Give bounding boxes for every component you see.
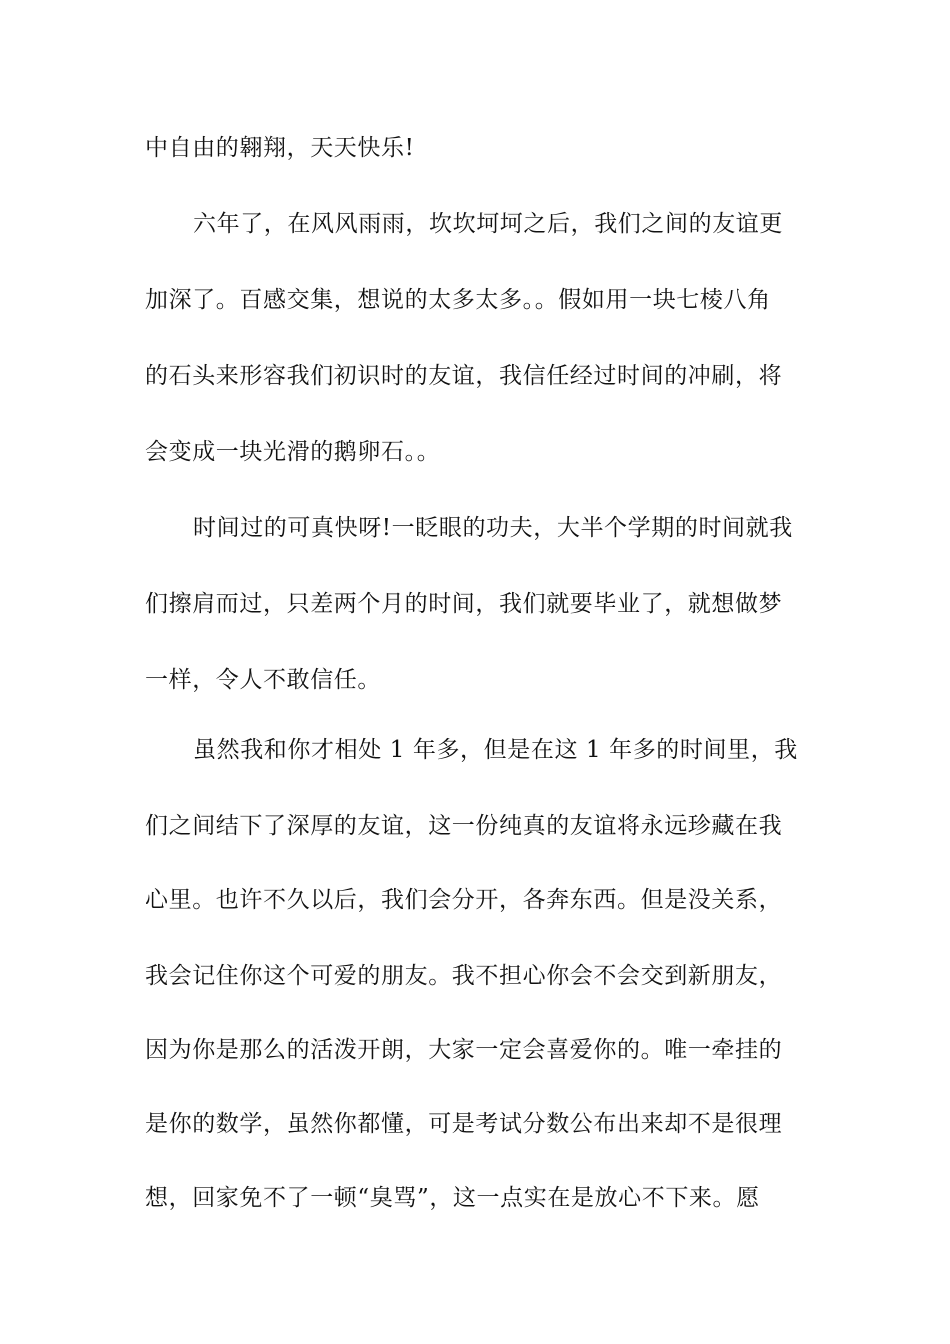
paragraph-first-line: 虽然我和你才相处 1 年多，但是在这 1 年多的时间里，我 bbox=[193, 737, 798, 763]
text-line: 们之间结下了深厚的友谊，这一份纯真的友谊将永远珍藏在我 bbox=[145, 813, 783, 839]
text-line: 是你的数学，虽然你都懂，可是考试分数公布出来却不是很理 bbox=[145, 1111, 783, 1137]
paragraph-first-line: 时间过的可真快呀!一眨眼的功夫，大半个学期的时间就我 bbox=[193, 515, 793, 541]
text-line: 我会记住你这个可爱的朋友。我不担心你会不会交到新朋友， bbox=[145, 963, 783, 989]
text-line: 一样，令人不敢信任。 bbox=[145, 667, 381, 693]
text-line: 想，回家免不了一顿“臭骂”，这一点实在是放心不下来。愿 bbox=[145, 1185, 760, 1211]
text-line: 加深了。百感交集，想说的太多太多。。假如用一块七棱八角 bbox=[145, 287, 771, 313]
text-line: 的石头来形容我们初识时的友谊，我信任经过时间的冲刷，将 bbox=[145, 363, 783, 389]
text-line: 因为你是那么的活泼开朗，大家一定会喜爱你的。唯一牵挂的 bbox=[145, 1037, 783, 1063]
text-line: 们擦肩而过，只差两个月的时间，我们就要毕业了，就想做梦 bbox=[145, 591, 783, 617]
paragraph-first-line: 六年了，在风风雨雨，坎坎坷坷之后，我们之间的友谊更 bbox=[193, 211, 783, 237]
text-line: 中自由的翱翔，天天快乐! bbox=[145, 135, 415, 161]
text-line: 会变成一块光滑的鹅卵石。。 bbox=[145, 439, 441, 465]
text-line: 心里。也许不久以后，我们会分开，各奔东西。但是没关系， bbox=[145, 887, 783, 913]
